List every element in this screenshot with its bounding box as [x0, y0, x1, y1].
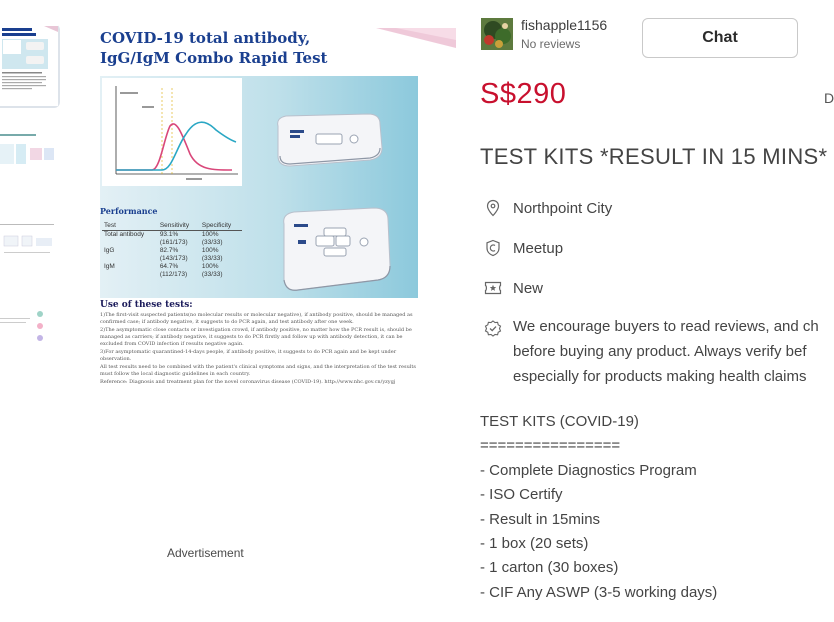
performance-table-row: [102, 255, 242, 263]
performance-cell: (33/33): [201, 255, 223, 262]
use-of-tests-heading: Use of these tests:: [100, 300, 193, 310]
performance-table: [102, 222, 242, 279]
performance-cell: Total antibody: [104, 231, 145, 238]
performance-cell: 82.7%: [159, 247, 179, 254]
use-paragraph: 2)The asymptomatic close contacts or investigation crowd, if antibody positive, no matter how the PCR result is, should be managed as carriers; if antibody negative, it suggests to do PCR firstly and follow up with antibody detection, it can be excluded from COVID infection if results negative again.: [100, 327, 412, 347]
safety-badge-icon: [484, 320, 502, 338]
antibody-curve-graph: [102, 78, 242, 186]
performance-header-cell: Specificity: [200, 222, 242, 231]
use-paragraph: 1)The first-visit suspected patients(no molecular results or molecular negative), if antibody positive, should be managed as confirmed case; if antibody negative, it suggests to do PCR again, and test antibody after one week.: [100, 312, 413, 325]
listing-condition: [484, 279, 543, 297]
chat-button[interactable]: Chat: [642, 18, 798, 58]
listing-title: TEST KITS *RESULT IN 15 MINS*: [480, 144, 828, 169]
notice-line: We encourage buyers to read reviews, and ch: [513, 318, 819, 335]
notice-line: especially for products making health claims: [513, 368, 807, 385]
performance-cell: 64.7%: [159, 263, 179, 270]
test-cassette-image-2: [278, 206, 396, 294]
thumbnail-2[interactable]: [0, 130, 58, 174]
performance-cell: IgM: [104, 263, 115, 270]
thumbnail-4[interactable]: [0, 304, 58, 350]
performance-cell: IgG: [104, 247, 115, 254]
flyer-title-line-2: IgG/IgM Combo Rapid Test: [100, 49, 328, 67]
performance-cell: (161/173): [159, 239, 188, 246]
use-paragraph: 3)For asymptomatic quarantined-14-days people, if antibody positive, it suggests to do PCR again and be kept under observation.: [100, 349, 397, 362]
performance-table-row: [102, 271, 242, 279]
performance-heading: Performance: [100, 206, 158, 216]
flyer-decoration: [376, 26, 456, 48]
performance-table-row: [102, 263, 242, 271]
performance-table-header: [102, 222, 242, 231]
use-of-tests-body: [100, 312, 418, 387]
flyer-title: [100, 28, 422, 68]
thumbnail-1[interactable]: [0, 24, 60, 108]
performance-cell: (33/33): [201, 239, 223, 246]
performance-cell: (112/173): [159, 271, 188, 278]
performance-table-row: [102, 231, 242, 240]
thumbnail-strip: [0, 0, 70, 622]
description-line: - Result in 15mins: [480, 510, 601, 528]
notice-line: before buying any product. Always verify bef: [513, 343, 807, 360]
description-line: - 1 carton (30 boxes): [480, 559, 619, 577]
flyer-title-line-1: COVID-19 total antibody,: [100, 29, 311, 47]
listing-location[interactable]: [484, 199, 612, 217]
description-line: TEST KITS (COVID-19): [480, 413, 639, 430]
thumbnail-3[interactable]: [0, 222, 58, 272]
meetup-shield-icon: [484, 239, 502, 257]
performance-cell: [102, 239, 158, 247]
description-line: - Complete Diagnostics Program: [480, 461, 697, 479]
performance-cell: 100%: [201, 231, 219, 238]
seller-reviews[interactable]: No reviews: [521, 37, 581, 51]
seller-username[interactable]: fishapple1156: [521, 17, 608, 33]
performance-cell: 93.1%: [159, 231, 179, 238]
listing-delivery: [484, 239, 563, 257]
performance-cell: (143/173): [159, 255, 188, 262]
performance-cell: 100%: [201, 263, 219, 270]
performance-table-row: [102, 239, 242, 247]
use-paragraph: All test results need to be combined with the patient's clinical symptoms and signs, and the interpretation of the test results must follow the local diagnostic guidelines in each country.: [100, 364, 416, 377]
test-cassette-image-1: [272, 112, 384, 168]
performance-cell: [102, 271, 158, 279]
delivery-text: Meetup: [513, 239, 564, 257]
performance-table-row: [102, 247, 242, 255]
listing-price: S$290: [480, 78, 567, 110]
description-line: - CIF Any ASWP (3-5 working days): [480, 583, 718, 601]
avatar-image: [481, 18, 513, 50]
description-line: - 1 box (20 sets): [480, 534, 589, 552]
performance-cell: 100%: [201, 247, 219, 254]
condition-text: New: [513, 279, 544, 297]
truncated-text: D: [824, 90, 834, 106]
listing-description: [480, 410, 717, 605]
location-text: Northpoint City: [513, 199, 613, 217]
description-line: - ISO Certify: [480, 486, 563, 504]
use-paragraph: Reference: Diagnosis and treatment plan for the novel coronavirus disease (COVID-19). http://www.nhc.gov.cn/yzygj: [100, 379, 396, 385]
new-tag-icon: [484, 279, 502, 297]
location-pin-icon: [484, 199, 502, 217]
performance-header-cell: Test: [102, 222, 158, 231]
description-line: ================: [480, 437, 621, 455]
seller-avatar[interactable]: [481, 18, 513, 50]
performance-cell: [102, 255, 158, 263]
advertisement-label: Advertisement: [167, 546, 244, 560]
product-main-image[interactable]: [96, 22, 422, 414]
performance-header-cell: Sensitivity: [158, 222, 200, 231]
performance-cell: (33/33): [201, 271, 223, 278]
